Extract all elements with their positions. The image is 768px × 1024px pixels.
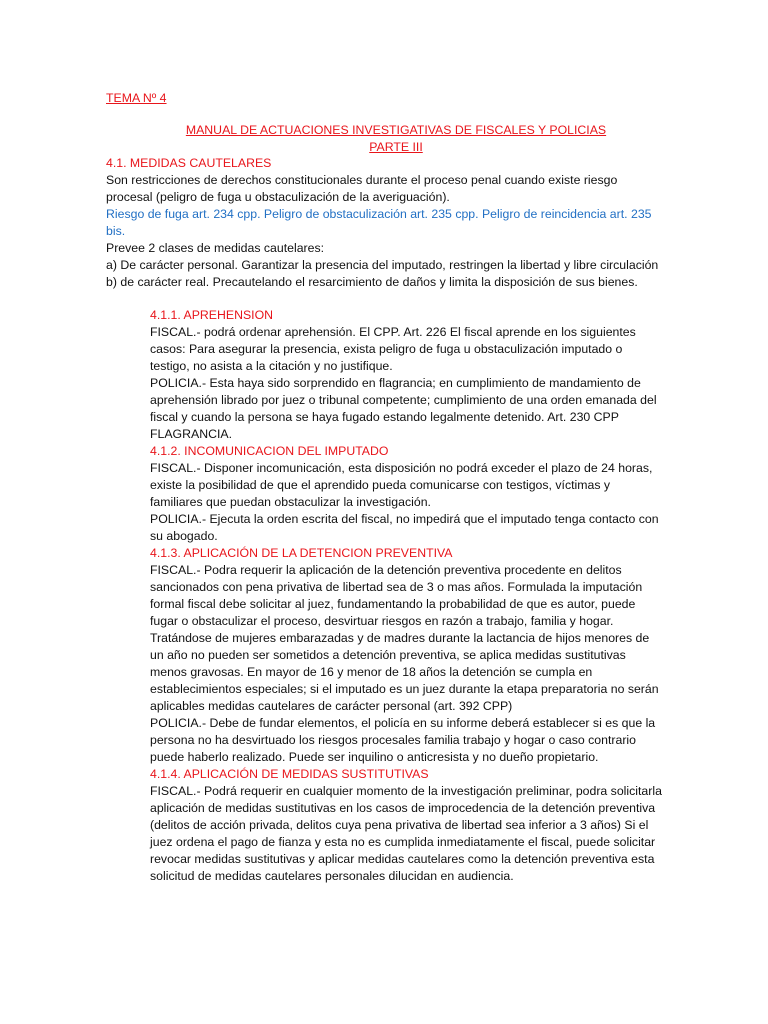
section-heading-4-1-2: 4.1.2. INCOMUNICACION DEL IMPUTADO — [150, 444, 389, 458]
paragraph: FISCAL.- podrá ordenar aprehensión. El CPP. Art. 226 El fiscal aprende en los siguientes casos: Para asegurar la presencia, exista peligro de fuga u obstaculización imputado o testigo, no asista a la citación y no justifique. — [150, 325, 636, 373]
paragraph: FISCAL.- Podrá requerir en cualquier momento de la investigación preliminar, podra solicitarla aplicación de medidas sustitutivas en los casos de improcedencia de la detención preventiva (delitos de acción privada, delitos cuya pena privativa de libertad sea inferior a 3 años) Si el juez ordena el pago de fianza y esta no es cumplida inmediatamente el fiscal, puede solicitar revocar medidas sustitutivas y aplicar medidas cautelares como la detención preventiva esta solicitud de medidas cautelares personales dilucidan en audiencia. — [150, 784, 662, 883]
paragraph: b) de carácter real. Precautelando el resarcimiento de daños y limita la disposición de sus bienes. — [106, 275, 638, 289]
subsections — [150, 307, 665, 885]
section-heading-4-1: 4.1. MEDIDAS CAUTELARES — [106, 156, 272, 170]
paragraph: Prevee 2 clases de medidas cautelares: — [106, 241, 325, 255]
paragraph: FISCAL.- Podra requerir la aplicación de la detención preventiva procedente en delitos sancionados con pena privativa de libertad sea de 3 o mas años. Formulada la imputación formal fiscal debe solicitar al juez, fundamentando la probabilidad de que es autor, puede fugar o obstaculizar el proceso, desvirtuar riesgos en razón a trabajo, familia y hogar. Tratándose de mujeres embarazadas y de madres durante la lactancia de hijos menores de un año no pueden ser sometidos a detención preventiva, se aplica medidas sustitutivas menos gravosas. En mayor de 16 y menor de 18 años la detención se cumpla en establecimientos especiales; si el imputado es un juez durante la etapa preparatoria no serán aplicables medidas cautelares de carácter personal (art. 392 CPP) — [150, 563, 659, 713]
intro-section — [106, 155, 666, 291]
paragraph: POLICIA.- Esta haya sido sorprendido en flagrancia; en cumplimiento de mandamiento de aprehensión librado por juez o tribunal competente; cumplimiento de una orden emanada del fiscal y cuando la persona se haya fugado estando legalmente detenido. Art. 230 CPP FLAGRANCIA. — [150, 376, 657, 441]
paragraph: POLICIA.- Debe de fundar elementos, el policía en su informe deberá establecer si es que la persona no ha desvirtuado los riesgos procesales familia trabajo y hogar o caso contrario puede haberlo realizado. Puede ser inquilino o anticresista y no dueño propietario. — [150, 716, 656, 764]
paragraph: FISCAL.- Disponer incomunicación, esta disposición no podrá exceder el plazo de 24 horas, existe la posibilidad de que el aprendido pueda comunicarse con testigos, víctimas y familiares que puedan obstaculizar la investigación. — [150, 461, 653, 509]
topic-heading: TEMA Nº 4 — [106, 91, 167, 105]
document-title: MANUAL DE ACTUACIONES INVESTIGATIVAS DE FISCALES Y POLICIAS — [185, 123, 607, 137]
paragraph: Son restricciones de derechos constitucionales durante el proceso penal cuando existe riesgo procesal (peligro de fuga u obstaculización de la averiguación). — [106, 173, 618, 204]
section-heading-4-1-3: 4.1.3. APLICACIÓN DE LA DETENCION PREVENTIVA — [150, 546, 453, 560]
risk-paragraph: Riesgo de fuga art. 234 cpp. Peligro de obstaculización art. 235 cpp. Peligro de reincidencia art. 235 bis. — [106, 207, 652, 238]
paragraph: POLICIA.- Ejecuta la orden escrita del fiscal, no impedirá que el imputado tenga contacto con su abogado. — [150, 512, 659, 543]
part-heading: PARTE III — [369, 140, 423, 154]
section-heading-4-1-1: 4.1.1. APREHENSION — [150, 308, 274, 322]
paragraph: a) De carácter personal. Garantizar la presencia del imputado, restringen la libertad y libre circulación — [106, 258, 659, 272]
section-heading-4-1-4: 4.1.4. APLICACIÓN DE MEDIDAS SUSTITUTIVAS — [150, 767, 429, 781]
